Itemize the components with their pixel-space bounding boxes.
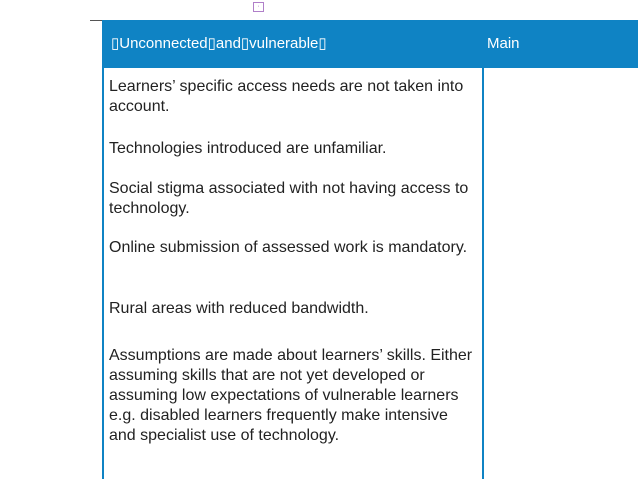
table-left-border	[102, 68, 104, 479]
anchor-marker-icon: ·	[253, 2, 264, 12]
list-item: Learners’ specific access needs are not taken into account.	[109, 78, 464, 115]
list-item: Social stigma associated with not having access to technology.	[109, 180, 469, 217]
table-header	[102, 20, 638, 68]
comparison-table	[102, 20, 638, 479]
list-item: Rural areas with reduced bandwidth.	[109, 300, 369, 317]
list-item: Assumptions are made about learners’ skills. Either assuming skills that are not yet developed or assuming low expectations of vulnerable learners e.g. disabled learners frequently make intensive and specialist use of technology.	[109, 347, 473, 444]
list-item: Online submission of assessed work is mandatory.	[109, 239, 468, 256]
list-item: Technologies introduced are unfamiliar.	[109, 140, 387, 157]
header-cell-main: Main	[487, 35, 520, 52]
header-cell-unconnected-vulnerable: ▯Unconnected▯and▯vulnerable▯	[111, 35, 327, 52]
column-divider	[482, 20, 484, 479]
